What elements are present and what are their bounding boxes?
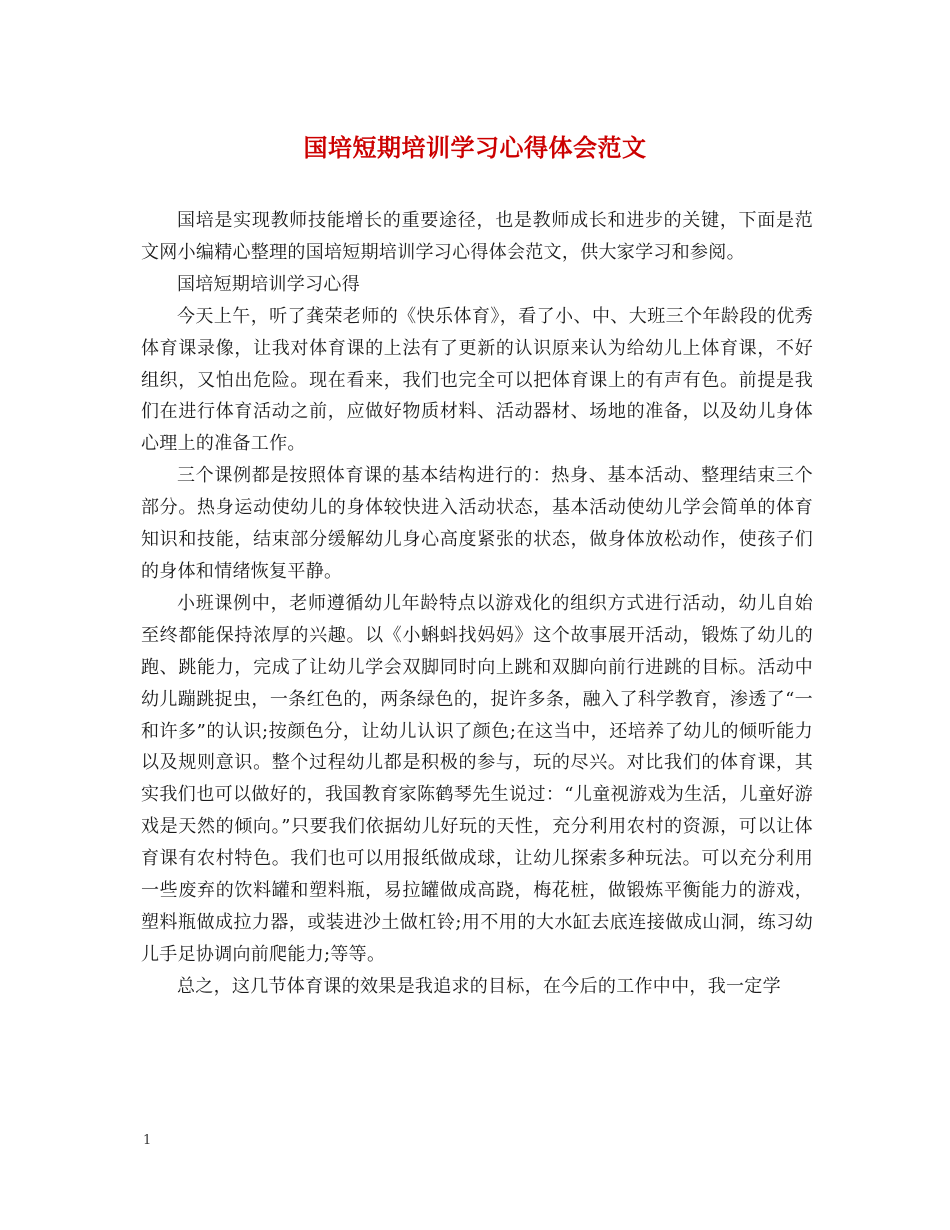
intro-paragraph: 国培是实现教师技能增长的重要途径，也是教师成长和进步的关键，下面是范文网小编精心整理的国培短期培训学习心得体会范文，供大家学习和参阅。 bbox=[141, 210, 813, 263]
body-paragraph: 今天上午，听了龚荣老师的《快乐体育》，看了小、中、大班三个年龄段的优秀体育课录像，让我对体育课的上法有了更新的认识原来认为给幼儿上体育课，不好组织，又怕出危险。现在看来，我们也完全可以把体育课上的有声有色。前提是我们在进行体育活动之前，应做好物质材料、活动器材、场地的准备，以及幼儿身体心理上的准备工作。 bbox=[141, 305, 813, 455]
document-body bbox=[141, 205, 813, 1003]
body-paragraph: 小班课例中，老师遵循幼儿年龄特点以游戏化的组织方式进行活动，幼儿自始至终都能保持浓厚的兴趣。以《小蝌蚪找妈妈》这个故事展开活动，锻炼了幼儿的跑、跳能力，完成了让幼儿学会双脚同时向上跳和双脚向前行进跳的目标。活动中幼儿蹦跳捉虫，一条红色的，两条绿色的，捉许多条，融入了科学教育，渗透了“一和许多”的认识;按颜色分，让幼儿认识了颜色;在这当中，还培养了幼儿的倾听能力以及规则意识。整个过程幼儿都是积极的参与，玩的尽兴。对比我们的体育课，其实我们也可以做好的，我国教育家陈鹤琴先生说过：“儿童视游戏为生活，儿童好游戏是天然的倾向。”只要我们依据幼儿好玩的天性，充分利用农村的资源，可以让体育课有农村特色。我们也可以用报纸做成球，让幼儿探索多种玩法。可以充分利用一些废弃的饮料罐和塑料瓶，易拉罐做成高跷，梅花桩，做锻炼平衡能力的游戏，塑料瓶做成拉力器，或装进沙土做杠铃;用不用的大水缸去底连接做成山洞，练习幼儿手足协调向前爬能力;等等。 bbox=[141, 592, 813, 965]
body-paragraph: 总之，这几节体育课的效果是我追求的目标，在今后的工作中中，我一定学 bbox=[177, 975, 781, 997]
page-number: 1 bbox=[143, 1133, 152, 1148]
body-paragraph: 三个课例都是按照体育课的基本结构进行的：热身、基本活动、整理结束三个部分。热身运动使幼儿的身体较快进入活动状态，基本活动使幼儿学会简单的体育知识和技能，结束部分缓解幼儿身心高度紧张的状态，做身体放松动作，使孩子们的身体和情绪恢复平静。 bbox=[141, 465, 813, 582]
section-heading: 国培短期培训学习心得 bbox=[177, 273, 360, 295]
document-title: 国培短期培训学习心得体会范文 bbox=[303, 133, 647, 162]
